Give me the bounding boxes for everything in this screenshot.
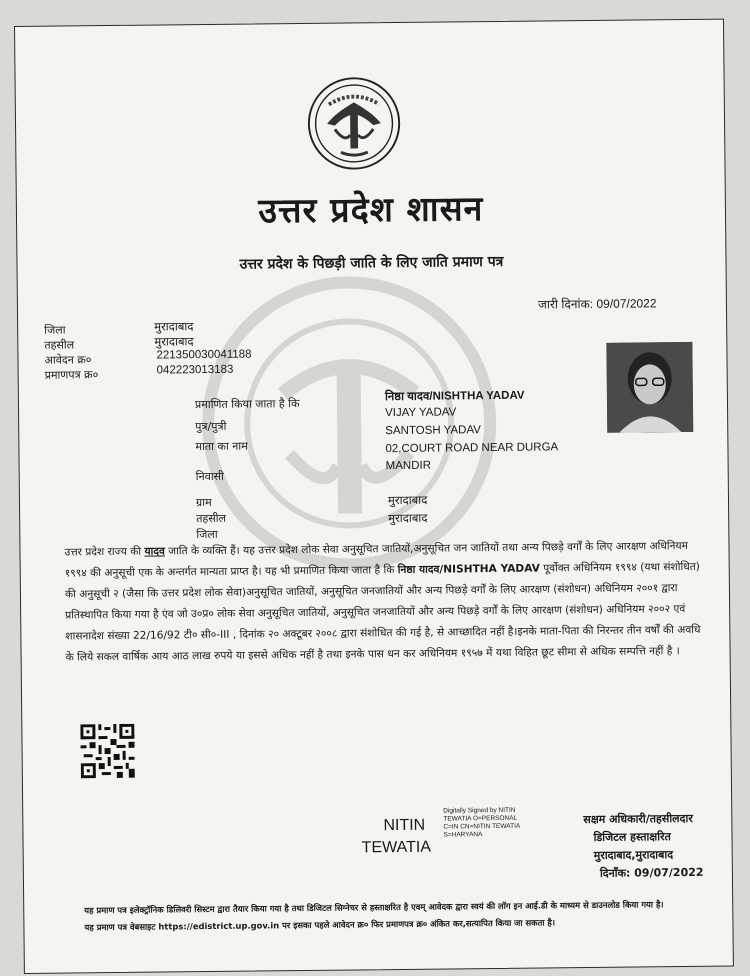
up-emblem-icon	[306, 75, 403, 172]
officer-block	[583, 810, 703, 883]
body-text-1: उत्तर प्रदेश राज्य की	[64, 545, 145, 559]
caste-name: यादव	[144, 545, 165, 558]
address-line-2: MANDIR	[385, 459, 432, 473]
mother-label: माता का नाम	[195, 439, 248, 454]
tehsil-value: मुरादाबाद	[154, 336, 194, 349]
certificate-body	[64, 536, 705, 669]
person-district-value: मुरादाबाद	[388, 512, 428, 526]
officer-subtitle: डिजिटल हस्ताक्षरित	[593, 830, 671, 844]
certificate-title: उत्तर प्रदेश के पिछड़ी जाति के लिए जाति प्रमाण पत्र	[239, 253, 504, 273]
footer-note	[84, 896, 724, 937]
digital-line-2: TEWATIA O=PERSONAL	[443, 814, 518, 823]
footer-line-1: यह प्रमाण पत्र इलेक्ट्रॉनिक डिलिवरी सिस्टम द्वारा तैयार किया गया है तथा डिजिटल सिग्नेचर से हस्ताक्षरित है एवम् आवेदक द्वारा स्वयं की लॉग इन आई.डी के माध्यम से डाउनलोड किया गया है।	[84, 899, 664, 916]
person-tehsil-value: मुरादाबाद	[387, 494, 428, 508]
signer-first-name: NITIN	[383, 816, 426, 835]
tehsil-label: तहसील	[44, 338, 75, 352]
application-label: आवेदन क्र०	[44, 353, 92, 367]
officer-place: मुरादाबाद,मुरादाबाद	[593, 848, 674, 862]
district-value: मुरादाबाद	[154, 321, 194, 334]
footer-line-2: यह प्रमाण पत्र वेबसाइट https://edistrict.up.gov.in पर इसका पहले आवेदन क्र० फिर प्रमाणपत्र क्र० अंकित कर,सत्यापित किया जा सकता है।	[84, 917, 556, 933]
certificate-label: प्रमाणपत्र क्र०	[44, 368, 99, 382]
government-title: उत्तर प्रदेश शासन	[258, 189, 484, 232]
resident-label: निवासी	[195, 469, 225, 484]
signer-last-name: TEWATIA	[361, 838, 432, 857]
issue-date: जारी दिनांक: 09/07/2022	[537, 296, 657, 312]
applicant-photo	[606, 342, 693, 433]
address-line-1: 02,COURT ROAD NEAR DURGA	[385, 441, 559, 456]
person-district-label: जिला	[196, 527, 218, 542]
person-tehsil-label: तहसील	[196, 511, 227, 526]
district-label: जिला	[44, 323, 66, 337]
body-text-4: पूर्वोक्त अधिनियम १९९४ (यथा संशोधित) की अनुसूची २ (जैसा कि उत्तर प्रदेश लोक सेवा)अनुसूचित जातियों, अनुसूचित जनजातियों और अन्य पिछड़े वर्गों के लिए आरक्षण (संशोधन) अधिनियम २००१ द्वारा प्रतिस्थापित किया गया है एंव जो उ०प्र० लोक सेवा अनुसूचित जातियों, अनुसूचित जनजातियों और अन्य पिछड़े वर्गों के लिए आरक्षण (संशोधन) अधिनियम २००२ एवं शासनादेश संख्या 22/16/92 टी० सी०-III , दिनांक २० अक्टूबर २००८ द्वारा संशोधित की गई है, से आच्छादित नहीं है।इनके माता-पिता की निरन्तर तीन वर्षों की अवधि के लिये सकल वार्षिक आय आठ लाख रुपये या इससे अधिक नहीं है तथा इनके पास धन कर अधिनियम १९५७ में यथा विहित छूट सीमा से अधिक सम्पत्ति नहीं है ।	[64, 560, 701, 664]
certificate-sheet	[14, 19, 734, 974]
qr-code	[80, 724, 135, 779]
digital-signature-details	[443, 806, 553, 839]
father-name: VIJAY YADAV	[385, 406, 457, 420]
digital-line-4: S=HARYANA	[443, 831, 483, 839]
certified-name: निष्ठा यादव/NISHTHA YADAV	[384, 389, 525, 404]
village-label: ग्राम	[195, 495, 212, 510]
digital-line-1: Digitally Signed by NITIN	[443, 806, 516, 815]
application-number: 221350030041188	[156, 348, 252, 362]
certificate-number: 042223013183	[156, 363, 234, 377]
body-name: निष्ठा यादव/NISHTHA YADAV	[397, 562, 540, 577]
body-text-3: यह भी प्रमाणित किया जाता है कि	[264, 564, 398, 578]
officer-title: सक्षम अधिकारी/तहसीलदार	[583, 811, 693, 827]
certified-label: प्रमाणित किया जाता है कि	[194, 397, 300, 412]
signer-name	[361, 815, 431, 860]
body-text-2: जाति के व्यक्ति हैं। यह उत्तर प्रदेश लोक सेवा अनुसूचित जातियों,अनुसूचित जन जातियों तथा अन्य पिछड़े वर्गों के लिए आरक्षण अधिनियम १९९४ की अनुसूची एक के अन्तर्गत मान्यता प्राप्त है।	[64, 539, 689, 580]
officer-date: दिनाँक: 09/07/2022	[599, 865, 704, 880]
mother-name: SANTOSH YADAV	[385, 424, 481, 438]
digital-line-3: C=IN CN=NITIN TEWATIA	[443, 822, 521, 831]
child-of-label: पुत्र/पुत्री	[195, 419, 227, 434]
